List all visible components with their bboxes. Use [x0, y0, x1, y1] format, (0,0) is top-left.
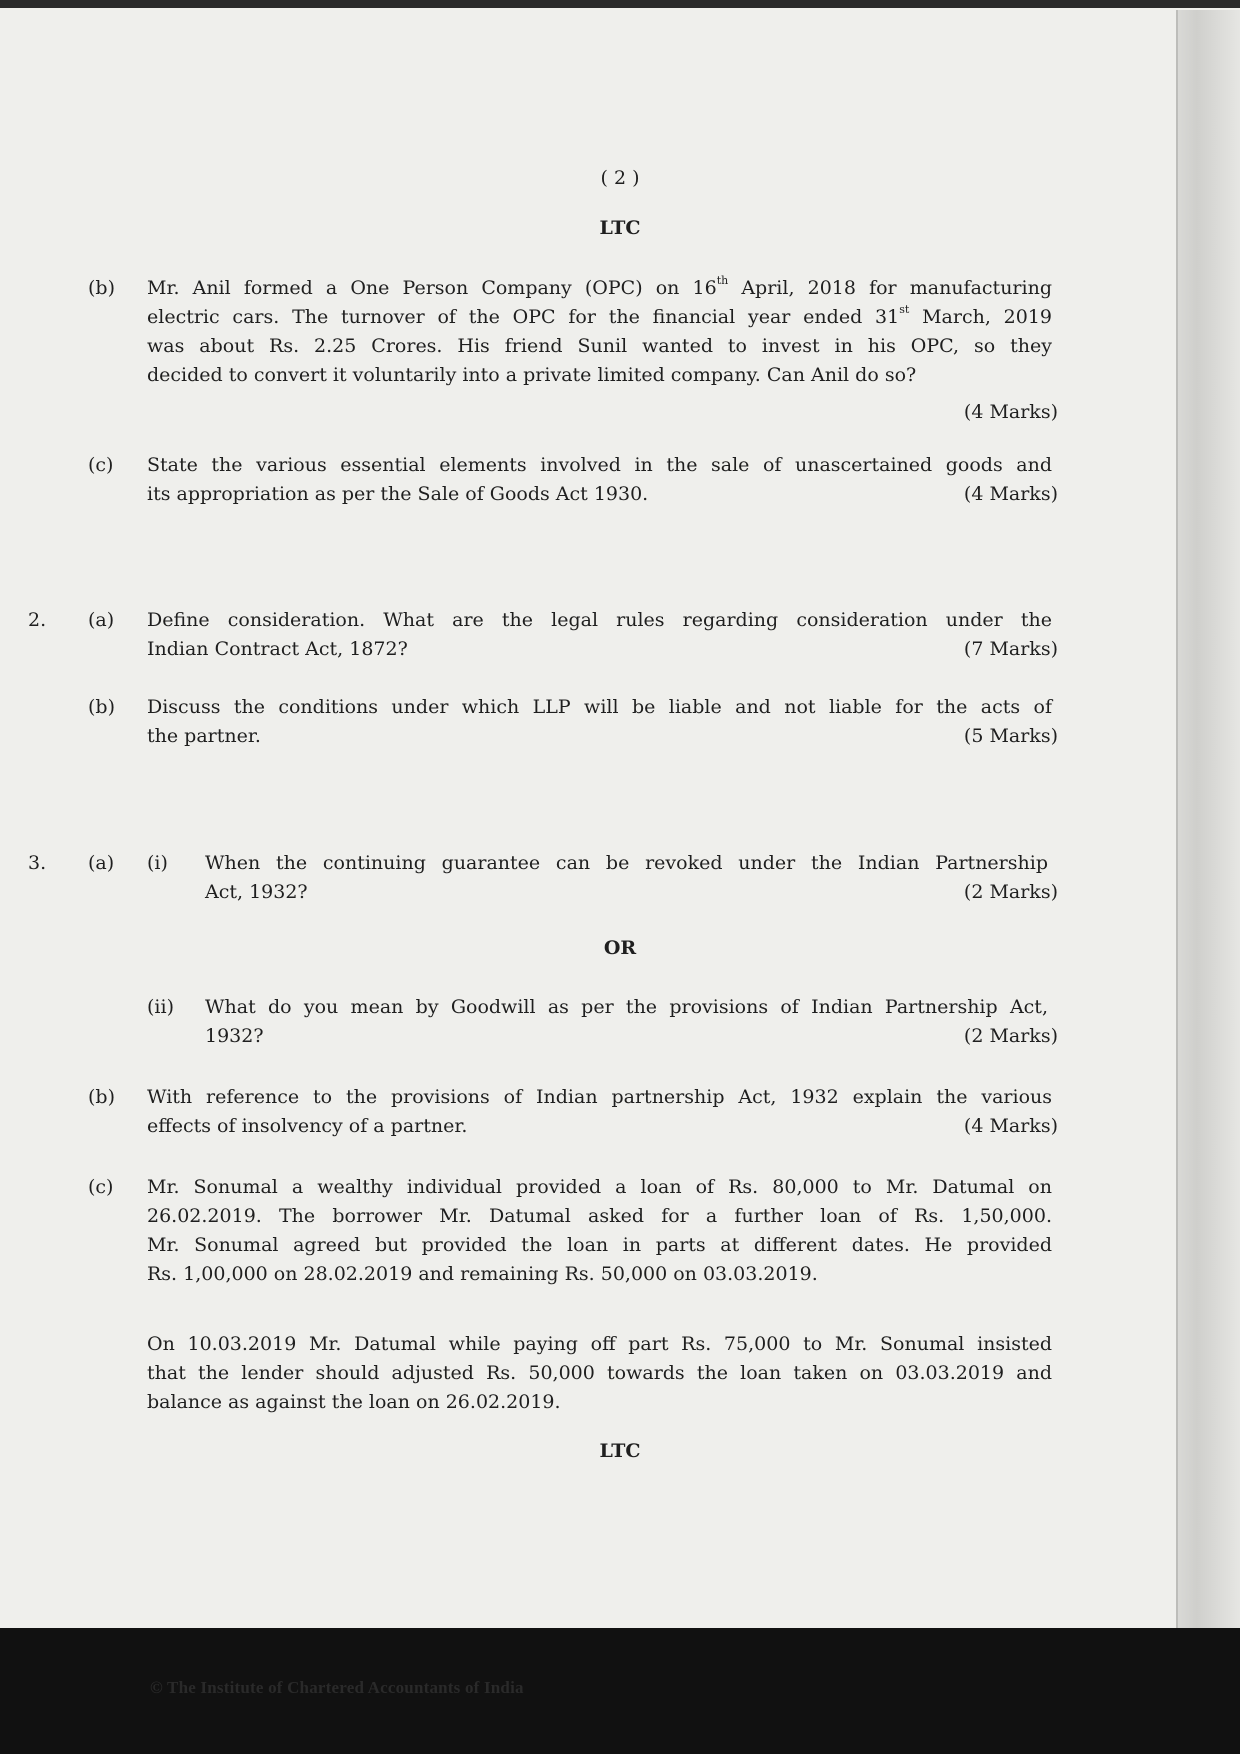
q2a-line-2: Indian Contract Act, 1872? [147, 638, 408, 660]
q3ai-marks: (2 Marks) [963, 881, 1058, 903]
q3c-p1-line-4: Rs. 1,00,000 on 28.02.2019 and remaining Rs. 50,000 on 03.03.2019. [147, 1263, 818, 1285]
copyright-watermark: © The Institute of Chartered Accountants of India [150, 1678, 524, 1697]
or-separator: OR [603, 937, 637, 959]
q1b-marks: (4 Marks) [963, 401, 1058, 423]
q2a-label: (a) [88, 609, 115, 631]
q1b-line-2: electric cars. The turnover of the OPC for the financial year ended 31st March, 2019 [147, 303, 1053, 328]
q2b-marks: (5 Marks) [963, 725, 1058, 747]
q3c-label: (c) [88, 1176, 114, 1198]
q2-number: 2. [28, 609, 47, 631]
q3ai-line-2: Act, 1932? [205, 881, 308, 903]
header-code: LTC [599, 217, 641, 239]
q2a-text [147, 606, 1052, 664]
q3c-p2-line-1: On 10.03.2019 Mr. Datumal while paying off part Rs. 75,000 to Mr. Sonumal insisted [147, 1333, 1052, 1355]
q1c-line-1: State the various essential elements involved in the sale of unascertained goods and [147, 454, 1052, 476]
q1c-text [147, 451, 1052, 509]
q2a-line-1: Define consideration. What are the legal rules regarding consideration under the [147, 609, 1052, 631]
q3c-p1-line-2: 26.02.2019. The borrower Mr. Datumal asked for a further loan of Rs. 1,50,000. [147, 1205, 1052, 1227]
q3b-marks: (4 Marks) [963, 1115, 1058, 1137]
footer-code: LTC [599, 1440, 641, 1462]
page-number: ( 2 ) [600, 167, 640, 189]
q3c-p2-line-2: that the lender should adjusted Rs. 50,000 towards the loan taken on 03.03.2019 and [147, 1362, 1052, 1384]
q3c-para-2 [147, 1330, 1052, 1417]
q1c-label: (c) [88, 454, 114, 476]
q1c-marks: (4 Marks) [963, 483, 1058, 505]
q1b-label: (b) [88, 277, 115, 299]
q3-number: 3. [28, 852, 47, 874]
q2b-label: (b) [88, 696, 115, 718]
q3c-p1-line-3: Mr. Sonumal agreed but provided the loan in parts at different dates. He provided [147, 1234, 1052, 1256]
q1b-text [147, 274, 1052, 390]
q3ai-text [205, 849, 1048, 907]
page-edge-shadow [1176, 10, 1240, 1628]
q3b-line-2: effects of insolvency of a partner. [147, 1115, 468, 1137]
q1b-line-4: decided to convert it voluntarily into a private limited company. Can Anil do so? [147, 364, 917, 386]
q3b-line-1: With reference to the provisions of Indian partnership Act, 1932 explain the various [147, 1086, 1052, 1108]
q3c-p1-line-1: Mr. Sonumal a wealthy individual provided a loan of Rs. 80,000 to Mr. Datumal on [147, 1176, 1052, 1198]
q2a-marks: (7 Marks) [963, 638, 1058, 660]
q3a-label: (a) [88, 852, 115, 874]
q3b-text [147, 1083, 1052, 1141]
q3c-para-1 [147, 1173, 1052, 1289]
q1b-line-3: was about Rs. 2.25 Crores. His friend Sunil wanted to invest in his OPC, so they [147, 335, 1052, 357]
q3aii-label: (ii) [147, 996, 174, 1018]
q2b-line-2: the partner. [147, 725, 261, 747]
q3aii-text [205, 993, 1048, 1051]
q3b-label: (b) [88, 1086, 115, 1108]
q3ai-line-1: When the continuing guarantee can be revoked under the Indian Partnership [205, 852, 1048, 874]
q1c-line-2: its appropriation as per the Sale of Goods Act 1930. [147, 483, 649, 505]
q3aii-line-2: 1932? [205, 1025, 264, 1047]
q2b-text [147, 693, 1052, 751]
q3ai-label: (i) [147, 852, 168, 874]
q1b-line-1: Mr. Anil formed a One Person Company (OPC) on 16th April, 2018 for manufacturing [147, 274, 1052, 299]
q3aii-line-1: What do you mean by Goodwill as per the provisions of Indian Partnership Act, [205, 996, 1048, 1018]
q2b-line-1: Discuss the conditions under which LLP will be liable and not liable for the acts of [147, 696, 1052, 718]
q3c-p2-line-3: balance as against the loan on 26.02.2019. [147, 1391, 561, 1413]
q3aii-marks: (2 Marks) [963, 1025, 1058, 1047]
